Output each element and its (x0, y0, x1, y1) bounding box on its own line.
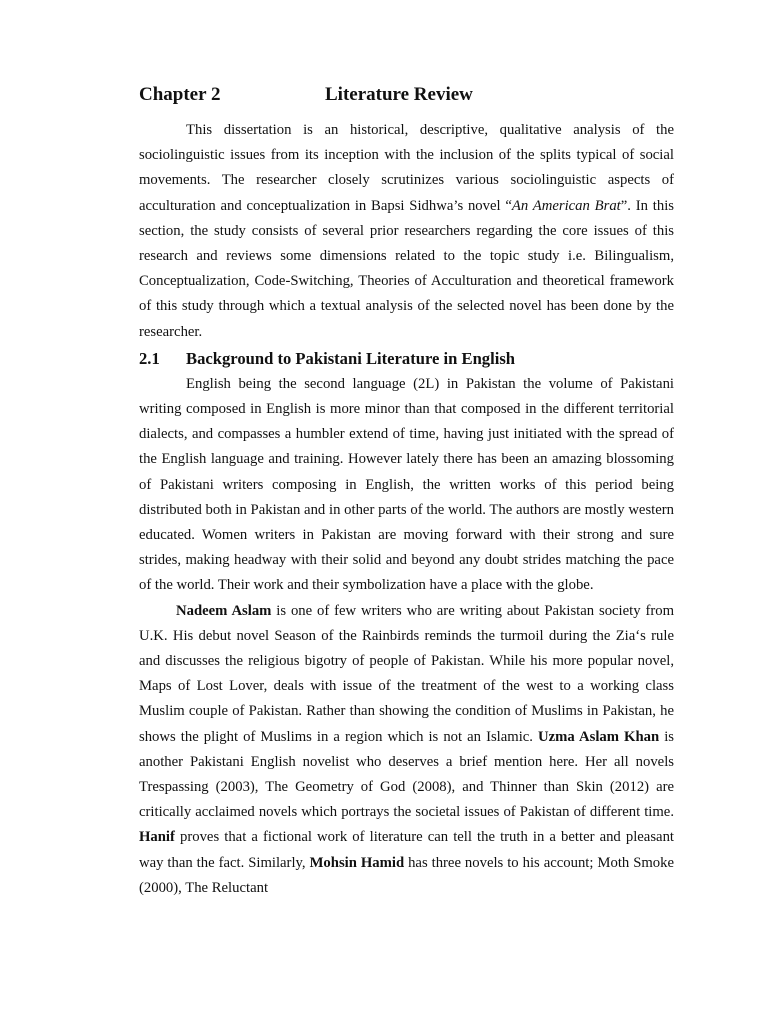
author-name: Uzma Aslam Khan (538, 728, 660, 745)
author-name: Mohsin Hamid (309, 854, 405, 871)
paragraph-text: is another Pakistani English novelist who deserves a brief mention here. Her all novels Trespassing (2003), The Geometry of God (2008), and Thinner than Skin (2012) are critically acclaimed novels which portrays the societal issues of Pakistan of different time. (139, 728, 675, 821)
intro-text-a: This dissertation is an historical, descriptive, qualitative analysis of the sociolinguistic issues from its inception with the inclusion of the splits typical of social movements. The researcher closely scrutinizes various sociolinguistic aspects of acculturation and conceptualization in Bapsi Sidhwa’s novel “ (139, 122, 674, 214)
body-paragraph-1: English being the second language (2L) in Pakistan the volume of Pakistani writing composed in English is more minor than that composed in the different territorial dialects, and compasses a humbler extend of time, having just initiated with the spread of the English language and training. However lately there has been an amazing blossoming of Pakistani writers composing in English, the written works of this period being distributed both in Pakistan and in other parts of the world. The authors are mostly western educated. Women writers in Pakistan are moving forward with their strong and sure strides, making headway with their solid and beyond any doubt strides matching the pace of the world. Their work and their symbolization have a place with the globe. (139, 375, 674, 594)
section-title: Background to Pakistani Literature in English (186, 348, 516, 368)
intro-text-b: ”. In this section, the study consists of several prior researchers regarding the core issues of this research and reviews some dimensions related to the topic study i.e. Bilingualism, Conceptualization, Code-Switching, Theories of Acculturation and theoretical framework of this study through which a textual analysis of the selected novel has been done by the researcher. (139, 197, 675, 340)
author-name: Nadeem Aslam (176, 602, 272, 619)
author-name: Hanif (139, 829, 175, 846)
paragraph-text: has three novels to his account; Moth Smoke (2000), The Reluctant (139, 854, 674, 896)
page-content (139, 84, 674, 901)
chapter-title: Literature Review (325, 84, 473, 105)
intro-paragraph (139, 118, 674, 345)
paragraph-text: proves that a fictional work of literature can tell the truth in a better and pleasant way than the fact. Similarly, (139, 829, 674, 871)
section-number: 2.1 (139, 348, 160, 368)
paragraph-text: is one of few writers who are writing about Pakistan society from U.K. His debut novel Season of the Rainbirds reminds the turmoil during the Zia‘s rule and discusses the religious bigotry of people of Pakistan. While his more popular novel, Maps of Lost Lover, deals with issue of the treatment of the west to a working class Muslim couple of Pakistan. Rather than showing the condition of Muslims in Pakistan, he shows the plight of Muslims in a region which is not an Islamic. (139, 602, 674, 745)
section-heading (139, 346, 674, 371)
novel-title: An American Brat (511, 197, 621, 214)
body-paragraph-2 (139, 599, 674, 901)
chapter-number: Chapter 2 (139, 84, 221, 105)
chapter-heading (139, 84, 674, 106)
